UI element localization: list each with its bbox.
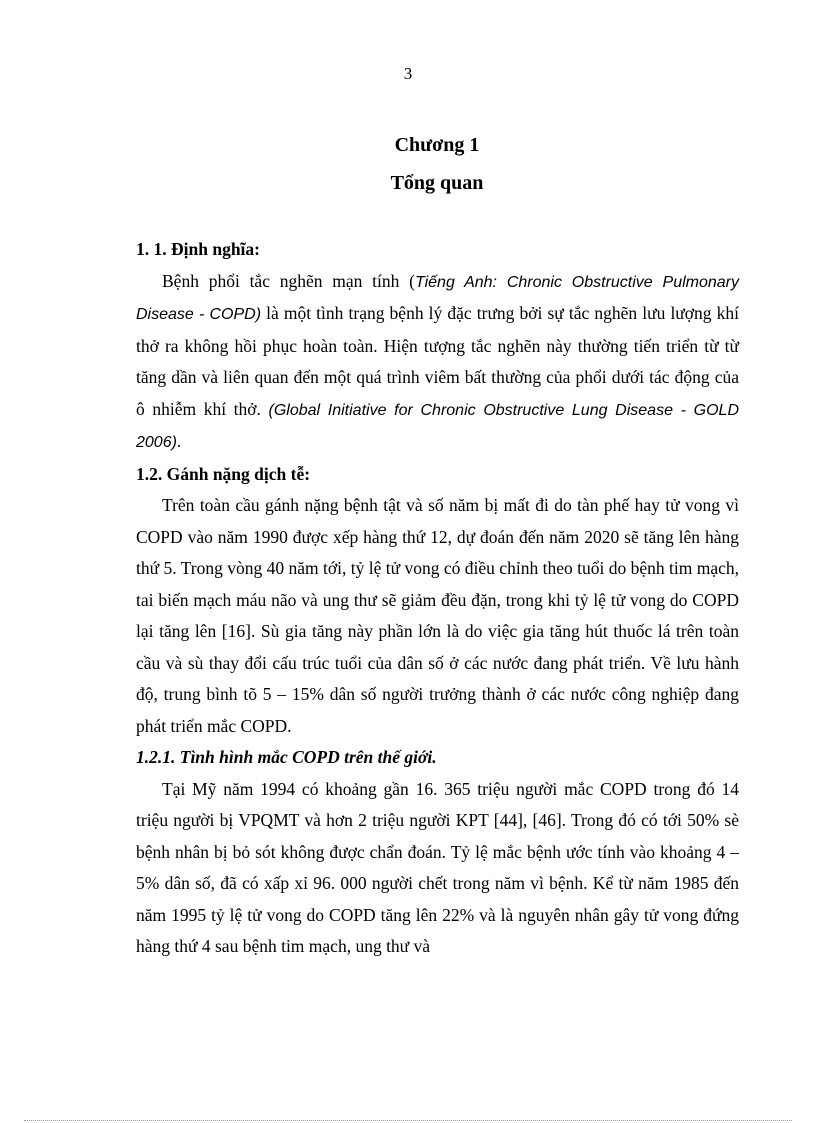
text-run: là một tình trạng bệnh lý đặc trưng bởi sự tắc nghẽn lưu lượng khí thở ra không hồi phục hoàn toàn. Hiện tượng tắc nghẽn này thường tiến triển từ từ tăng dần và liên quan đến một quá trình viêm bất thường của phổi dưới tác động của ô nhiễm khí thở. (136, 303, 740, 419)
english-term: Tiếng Anh: Chronic Obstructive Pulmonary Disease - COPD) (136, 273, 739, 323)
text-run: . (176, 431, 182, 451)
chapter-title: Tổng quan (390, 172, 484, 194)
paragraph-definition (136, 266, 739, 459)
text-run: Bệnh phổi tắc nghẽn mạn tính ( (162, 270, 415, 291)
page-number: 3 (403, 64, 413, 83)
section-heading-world: 1.2.1. Tình hình mắc COPD trên thế giới. (136, 747, 437, 767)
page-bottom-border (24, 1120, 792, 1121)
paragraph-burden: Trên toàn cầu gánh nặng bệnh tật và số năm bị mất đi do tàn phế hay tử vong vì COPD vào năm 1990 được xếp hàng thứ 12, dự đoán đến năm 2020 sẽ tăng lên hàng thứ 5. Trong vòng 40 năm tới, tỷ lệ tử vong có điều chỉnh theo tuổi do bệnh tim mạch, tai biến mạch máu não và ung thư sẽ giảm đều đặn, trong khi tỷ lệ tử vong do COPD lại tăng lên [16]. Sù gia tăng này phần lớn là do việc gia tăng hút thuốc lá trên toàn cầu và sù thay đổi cấu trúc tuổi của dân số ở các nước đang phát triển. Về lưu hành độ, trung bình tõ 5 – 15% dân số người trưởng thành ở các nước công nghiệp đang phát triển mắc COPD. (136, 495, 739, 736)
chapter-number: Chương 1 (394, 134, 480, 156)
section-heading-definition: 1. 1. Định nghĩa: (136, 239, 260, 259)
document-body (136, 234, 739, 963)
citation: (Global Initiative for Chronic Obstructive Lung Disease - GOLD 2006) (136, 401, 739, 451)
section-heading-burden: 1.2. Gánh nặng dịch tễ: (136, 463, 311, 484)
paragraph-world: Tại Mỹ năm 1994 có khoảng gần 16. 365 triệu người mắc COPD trong đó 14 triệu người bị VPQMT và hơn 2 triệu người KPT [44], [46]. Trong đó có tới 50% sè bệnh nhân bị bỏ sót không được chẩn đoán. Tỷ lệ mắc bệnh ước tính vào khoảng 4 – 5% dân số, đã có xấp xỉ 96. 000 người chết trong năm vì bệnh. Kể từ năm 1985 đến năm 1995 tỷ lệ tử vong do COPD tăng lên 22% và là nguyên nhân gây tử vong đứng hàng thứ 4 sau bệnh tim mạch, ung thư và (136, 778, 739, 956)
